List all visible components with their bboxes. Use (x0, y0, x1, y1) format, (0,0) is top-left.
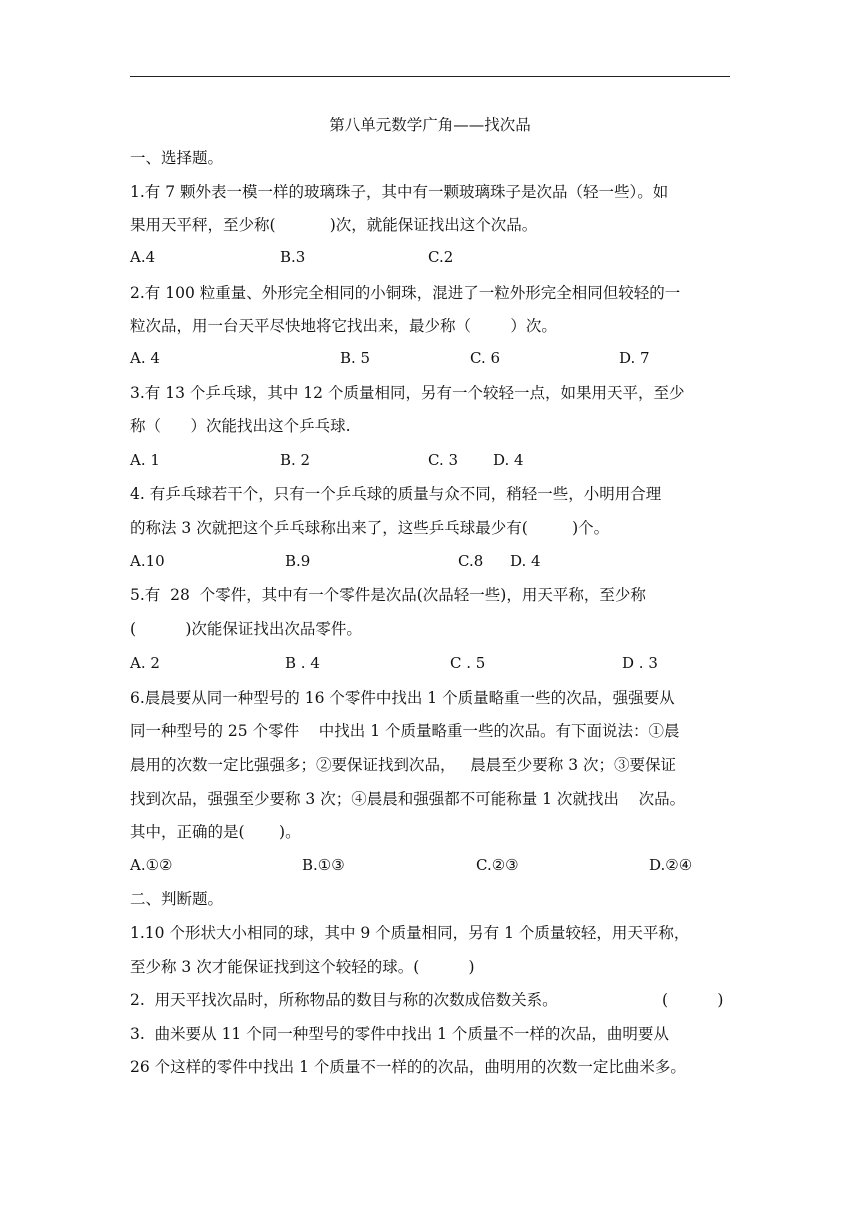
q2-option-c: C. 6 (470, 349, 501, 367)
question-3-line-2: 称（ ）次能找出这个乒乓球. (130, 417, 351, 435)
judgment-3-line-2: 26 个这样的零件中找出 1 个质量不一样的的次品，曲明用的次数一定比曲米多。 (130, 1058, 686, 1076)
section-heading-choice: 一、选择题。 (130, 149, 224, 167)
q1-option-b: B.3 (280, 248, 306, 266)
q5-option-c: C . 5 (450, 654, 486, 672)
q1-option-a: A.4 (130, 248, 156, 266)
question-1-line-2: 果用天平秤，至少称( )次，就能保证找出这个次品。 (130, 216, 538, 234)
question-2-line-1: 2.有 100 粒重量、外形完全相同的小铜珠，混进了一粒外形完全相同但较轻的一 (130, 284, 681, 302)
q6-option-d: D.②④ (649, 856, 693, 874)
q4-option-c: C.8 (458, 552, 484, 570)
judgment-2-text: 2. 用天平找次品时，所称物品的数目与称的次数成倍数关系。 (130, 991, 558, 1009)
q6-option-c: C.②③ (476, 856, 519, 874)
judgment-1-line-2: 至少称 3 次才能保证找到这个较轻的球。( ) (130, 958, 475, 976)
question-5-line-1: 5.有 28 个零件，其中有一个零件是次品(次品轻一些)，用天平称，至少称 (130, 586, 646, 604)
question-6-line-4: 找到次品，强强至少要称 3 次；④晨晨和强强都不可能称量 1 次就找出 次品。 (130, 790, 686, 808)
q1-option-c: C.2 (428, 248, 454, 266)
q4-option-a: A.10 (130, 552, 165, 570)
question-1-line-1: 1.有 7 颗外表一模一样的玻璃珠子，其中有一颗玻璃珠子是次品（轻一些）。如 (130, 183, 669, 201)
q5-option-b: B . 4 (285, 654, 320, 672)
question-2-line-2: 粒次品，用一台天平尽快地将它找出来，最少称（ ）次。 (130, 317, 557, 335)
question-6-line-2: 同一种型号的 25 个零件 中找出 1 个质量略重一些的次品。有下面说法：①晨 (130, 722, 680, 740)
q3-option-b: B. 2 (280, 451, 311, 469)
question-4-line-1: 4. 有乒乓球若干个，只有一个乒乓球的质量与众不同，稍轻一些，小明用合理 (130, 485, 662, 503)
q5-option-d: D . 3 (622, 654, 658, 672)
judgment-3-line-1: 3. 曲米要从 11 个同一种型号的零件中找出 1 个质量不一样的次品，曲明要从 (130, 1025, 669, 1043)
q4-option-d: D. 4 (510, 552, 541, 570)
section-heading-judgment: 二、判断题。 (130, 890, 224, 908)
question-3-line-1: 3.有 13 个乒乓球，其中 12 个质量相同，另有一个较轻一点，如果用天平，至少 (130, 384, 685, 402)
q6-option-a: A.①② (130, 856, 173, 874)
question-6-line-1: 6.晨晨要从同一种型号的 16 个零件中找出 1 个质量略重一些的次品，强强要从 (130, 689, 675, 707)
q6-option-b: B.①③ (302, 856, 345, 874)
q2-option-a: A. 4 (130, 349, 160, 367)
q2-option-d: D. 7 (619, 349, 650, 367)
judgment-1-line-1: 1.10 个形状大小相同的球，其中 9 个质量相同，另有 1 个质量较轻，用天平称， (130, 924, 690, 942)
q2-option-b: B. 5 (340, 349, 371, 367)
q5-option-a: A. 2 (130, 654, 160, 672)
question-6-line-3: 晨用的次数一定比强强多；②要保证找到次品， 晨晨至少要称 3 次；③要保证 (130, 756, 676, 774)
page-title: 第八单元数学广角——找次品 (329, 116, 531, 134)
q4-option-b: B.9 (285, 552, 311, 570)
question-6-line-5: 其中，正确的是( )。 (130, 823, 301, 841)
question-5-line-2: ( )次能保证找出次品零件。 (130, 620, 362, 638)
q3-option-c: C. 3 (428, 451, 459, 469)
question-4-line-2: 的称法 3 次就把这个乒乓球称出来了，这些乒乓球最少有( )个。 (130, 519, 610, 537)
judgment-2-answer-paren: ( ) (662, 991, 724, 1009)
header-rule (130, 76, 730, 77)
q3-option-d: D. 4 (493, 451, 524, 469)
q3-option-a: A. 1 (130, 451, 160, 469)
